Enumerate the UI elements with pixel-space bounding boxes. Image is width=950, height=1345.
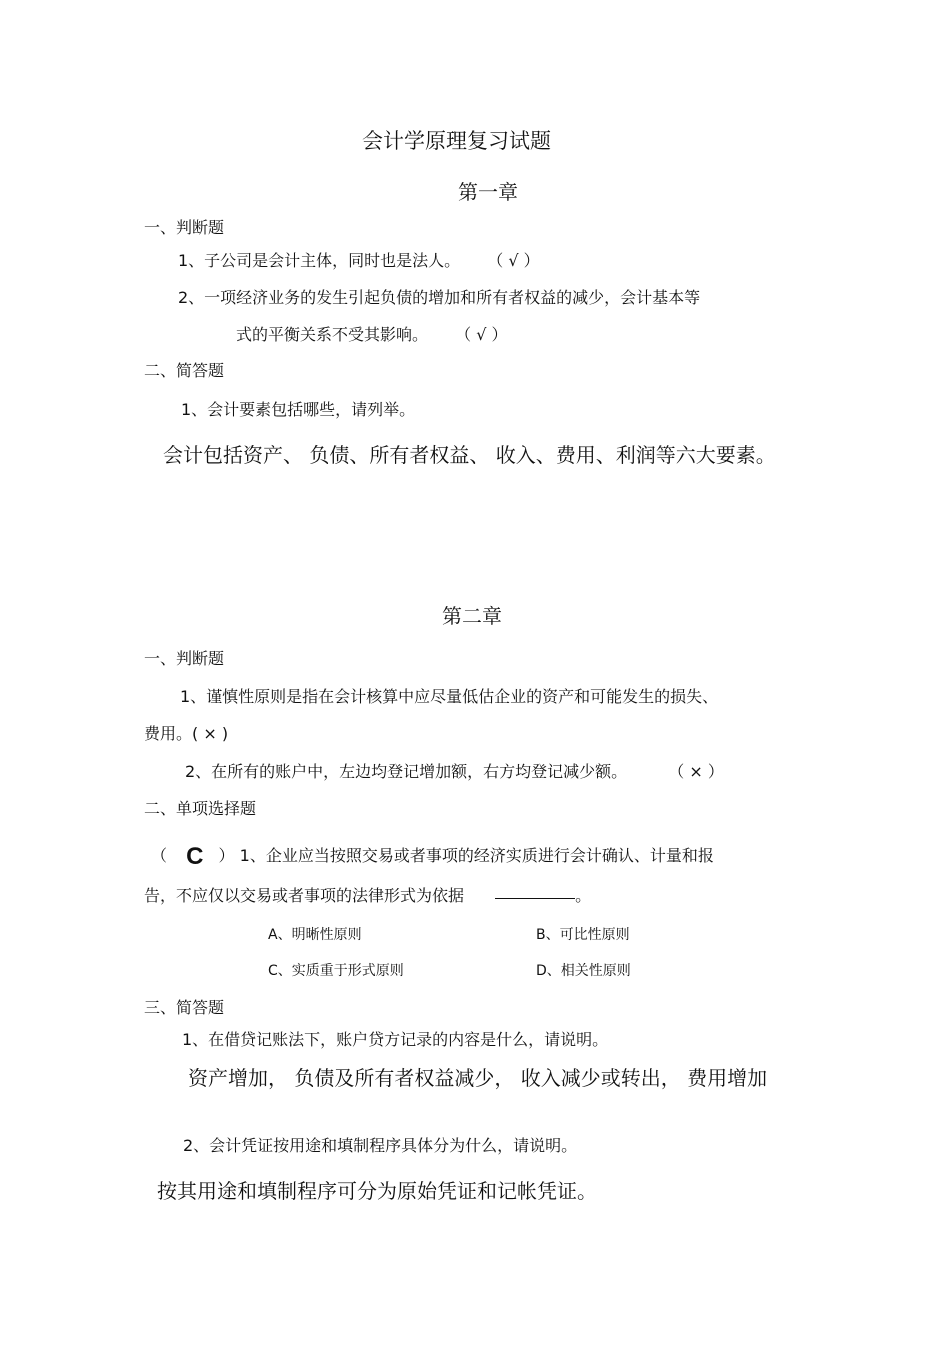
ch1-question-2-line-1: 2、一项经济业务的发生引起负债的增加和所有者权益的减少，会计基本等 xyxy=(178,288,701,307)
mc-paren-open: （ xyxy=(151,846,168,865)
chapter-1-title: 第一章 xyxy=(458,180,518,204)
answer-blank xyxy=(495,897,575,899)
ch2-question-4: 2、会计凭证按用途和填制程序具体分为什么，请说明。 xyxy=(183,1136,578,1155)
chapter-2-title: 第二章 xyxy=(442,604,502,628)
ch1-answer-3: 会计包括资产、 负债、所有者权益、 收入、费用、利润等六大要素。 xyxy=(163,443,776,467)
ch1-question-2-answer: （ √ ） xyxy=(455,325,508,344)
document-title: 会计学原理复习试题 xyxy=(362,129,551,153)
mc-option-a: A、明晰性原则 xyxy=(268,927,362,943)
mc-question-text: 1、企业应当按照交易或者事项的经济实质进行会计确认、计量和报 xyxy=(239,846,714,865)
ch2-question-1-line-1: 1、谨慎性原则是指在会计核算中应尽量低估企业的资产和可能发生的损失、 xyxy=(180,687,719,706)
ch2-answer-3: 资产增加， 负债及所有者权益减少， 收入减少或转出， 费用增加 xyxy=(188,1066,768,1090)
mc-question-end: 。 xyxy=(575,886,592,905)
ch2-mc-question-line-1 xyxy=(151,845,714,869)
ch2-question-2 xyxy=(185,764,724,780)
ch1-question-1 xyxy=(178,253,540,269)
ch2-mc-question-line-2 xyxy=(144,888,591,904)
ch2-answer-4: 按其用途和填制程序可分为原始凭证和记帐凭证。 xyxy=(157,1179,597,1203)
ch2-section-short-answer: 三、简答题 xyxy=(144,998,225,1017)
ch2-question-3: 1、在借贷记账法下，账户贷方记录的内容是什么，请说明。 xyxy=(182,1030,609,1049)
ch1-section-true-false: 一、判断题 xyxy=(144,218,225,237)
ch2-question-2-text: 2、在所有的账户中，左边均登记增加额，右方均登记减少额。 xyxy=(185,762,628,781)
ch2-section-multiple-choice: 二、单项选择题 xyxy=(144,799,257,818)
ch1-question-3: 1、会计要素包括哪些，请列举。 xyxy=(181,400,416,419)
mc-selected-answer: C xyxy=(186,843,204,870)
ch2-question-1-line-2: 费用。( × ) xyxy=(144,724,229,743)
ch1-question-1-text: 1、子公司是会计主体，同时也是法人。 xyxy=(178,251,461,270)
ch2-question-2-answer: （ × ） xyxy=(668,762,724,781)
mc-option-c: C、实质重于形式原则 xyxy=(268,963,404,979)
mc-question-text-cont: 告，不应仅以交易或者事项的法律形式为依据 xyxy=(144,886,465,905)
ch1-question-2-line-2 xyxy=(236,327,507,343)
mc-paren-close: ） xyxy=(218,846,235,865)
mc-option-d: D、相关性原则 xyxy=(536,963,631,979)
mc-option-b: B、可比性原则 xyxy=(536,927,630,943)
ch1-question-1-answer: （ √ ） xyxy=(487,251,540,270)
ch2-section-true-false: 一、判断题 xyxy=(144,649,225,668)
ch1-section-short-answer: 二、简答题 xyxy=(144,361,225,380)
ch1-question-2-text: 式的平衡关系不受其影响。 xyxy=(236,325,429,344)
